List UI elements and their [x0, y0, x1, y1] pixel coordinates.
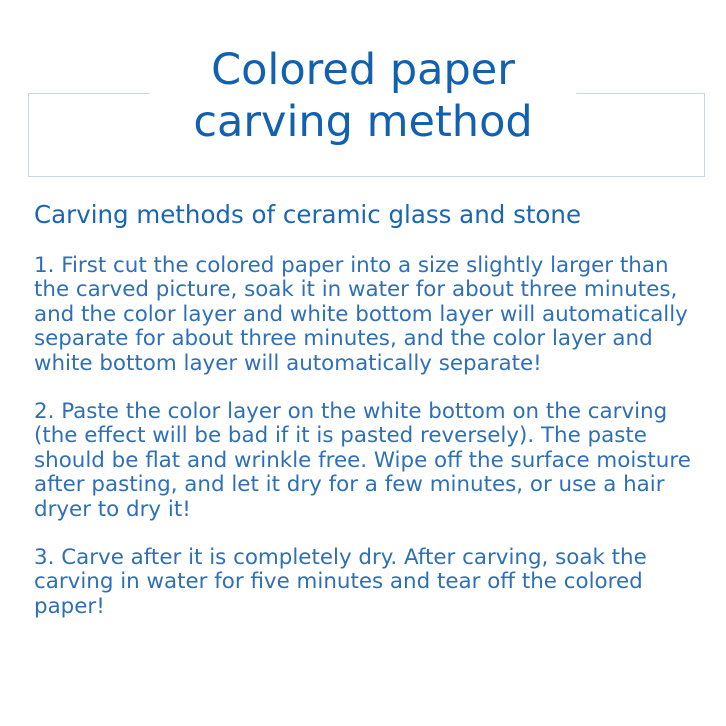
- instruction-step-3: 3. Carve after it is completely dry. After carving, soak the carving in water for five minutes and tear off the colored paper!: [34, 545, 647, 619]
- instruction-step-2: 2. Paste the color layer on the white bottom on the carving (the effect will be bad if it is pasted reversely). The paste should be flat and wrinkle free. Wipe off the surface moisture after pasting, and let it dry for a few minutes, or use a hair dryer to dry it!: [34, 399, 691, 522]
- instruction-step-1: 1. First cut the colored paper into a size slightly larger than the carved picture, soak it in water for about three minutes, and the color layer and white bottom layer will automatically separate for about three minutes, and the color layer and white bottom layer will automatically separate!: [34, 253, 688, 376]
- page-title: Colored paper carving method: [150, 44, 576, 148]
- section-heading: Carving methods of ceramic glass and stone: [34, 200, 582, 229]
- instruction-list: [34, 254, 698, 643]
